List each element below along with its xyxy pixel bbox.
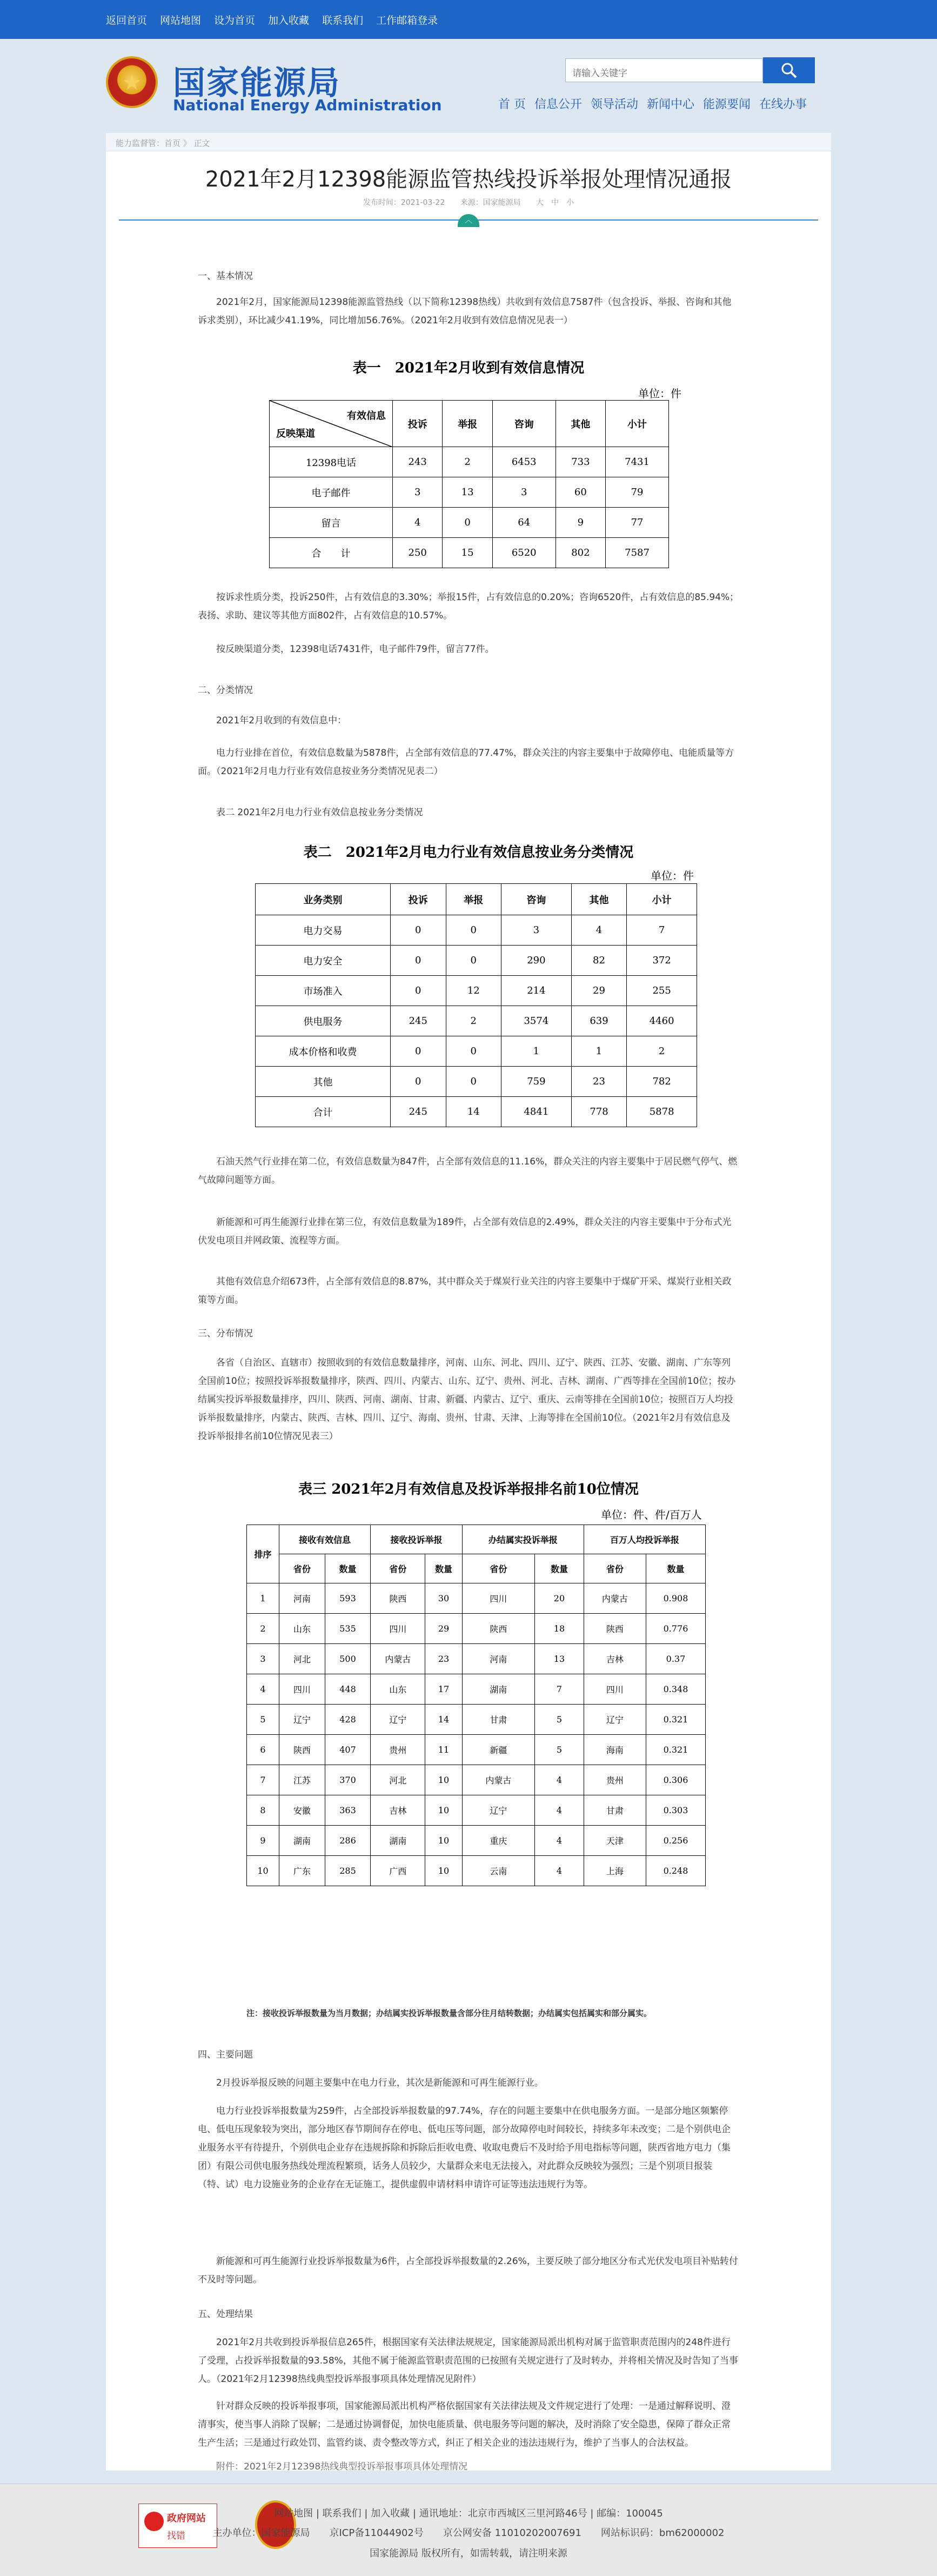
section-3-heading: 三、分布情况	[198, 1328, 253, 1339]
table-cell: 286	[325, 1826, 371, 1856]
section-2-heading: 二、分类情况	[198, 685, 253, 696]
table-cell: 23	[571, 1067, 627, 1097]
table-cell: 30	[425, 1583, 462, 1614]
table-cell: 4460	[627, 1006, 697, 1036]
paragraph-3: 按反映渠道分类，12398电话7431件，电子邮件79件，留言77件。	[216, 644, 494, 655]
table3-unit: 单位：件、件/百万人	[601, 1508, 702, 1521]
footer-registration: 主办单位：国家能源局 京ICP备11044902号 京公网安备 11010202007691 网站标识码：bm62000002	[212, 2527, 725, 2539]
table-cell: 0	[391, 915, 446, 946]
table-cell: 市场准入	[256, 976, 391, 1006]
table-cell: 29	[425, 1614, 462, 1644]
section-4-heading: 四、主要问题	[198, 2049, 253, 2060]
table-cell: 海南	[584, 1735, 646, 1765]
table-cell: 6	[247, 1735, 279, 1765]
table-row	[256, 946, 697, 976]
table-cell: 合 计	[270, 538, 393, 568]
table-cell: 11	[425, 1735, 462, 1765]
table-cell: 12398电话	[270, 447, 393, 477]
table-cell: 甘肃	[584, 1795, 646, 1826]
table-cell: 0	[446, 1036, 501, 1067]
section-5-heading: 五、处理结果	[198, 2309, 253, 2320]
table-cell: 四川	[371, 1614, 425, 1644]
table-cell: 0.306	[646, 1765, 705, 1795]
table-row	[256, 915, 697, 946]
table2-col-header: 其他	[571, 884, 627, 915]
table-cell: 云南	[462, 1856, 535, 1886]
table3-group-header: 百万人均投诉举报	[584, 1525, 705, 1554]
table-cell: 0.348	[646, 1674, 705, 1705]
paragraph-12: 电力行业投诉举报数量为259件，占全部投诉举报数量的97.74%，存在的问题主要集中在供电服务方面。一是部分地区频繁停电、低电压现象较为突出，部分地区春节期间存在停电、低电压等问题，部分故障停电时间较长，持续多年未改变；二是个别供电企业服务水平有待提升，个别供电企业存在违规拆除和拆除后拒收电费、收取电费后不及时给予用电指标等问题，陕西省地方电力（集团）有限公司供电服务热线处理流程繁琐，话务人员较少，大量群众来电无法接入，对此群众反映较为强烈；三是个别项目报装（特、试）电力设施业务的企业存在无证施工，提供虚假申请材料申请许可证等违法违规行为等。	[198, 2106, 731, 2190]
table-cell: 2	[627, 1036, 697, 1067]
table-cell: 535	[325, 1614, 371, 1644]
table3-sub-header: 省份	[279, 1554, 325, 1583]
table-cell: 0	[391, 1067, 446, 1097]
table-cell: 64	[492, 508, 555, 538]
search-button[interactable]	[763, 57, 815, 83]
footer-copyright: 国家能源局 版权所有，如需转载，请注明来源	[370, 2548, 567, 2559]
table-cell: 0	[391, 1036, 446, 1067]
table-cell: 448	[325, 1674, 371, 1705]
table-cell: 372	[627, 946, 697, 976]
table-cell: 0.321	[646, 1705, 705, 1735]
table-cell: 60	[555, 477, 605, 508]
table-row	[270, 538, 669, 568]
table-cell: 290	[501, 946, 572, 976]
table-cell: 0.321	[646, 1735, 705, 1765]
table-cell: 甘肃	[462, 1705, 535, 1735]
table-cell: 广西	[371, 1856, 425, 1886]
table-row	[256, 1067, 697, 1097]
table-cell: 6453	[492, 447, 555, 477]
table-row	[247, 1765, 706, 1795]
table-cell: 1	[501, 1036, 572, 1067]
table-cell: 0	[446, 915, 501, 946]
table-cell: 贵州	[371, 1735, 425, 1765]
table-cell: 电力安全	[256, 946, 391, 976]
table-cell: 四川	[279, 1674, 325, 1705]
table-cell: 其他	[256, 1067, 391, 1097]
table-cell: 陕西	[371, 1583, 425, 1614]
table-cell: 7	[247, 1765, 279, 1795]
table-cell: 2	[443, 447, 492, 477]
table-cell: 285	[325, 1856, 371, 1886]
table-row	[256, 1006, 697, 1036]
top-bar	[0, 0, 937, 39]
nav-online-service[interactable]: 在线办事	[759, 98, 807, 111]
table-cell: 湖南	[371, 1826, 425, 1856]
table-row	[270, 508, 669, 538]
nav-leaders[interactable]: 领导活动	[591, 98, 639, 111]
table-cell: 合计	[256, 1097, 391, 1127]
table-cell: 安徽	[279, 1795, 325, 1826]
table-cell: 0	[443, 508, 492, 538]
table-cell: 2	[247, 1614, 279, 1644]
nav-news[interactable]: 新闻中心	[647, 98, 695, 111]
table-cell: 陕西	[279, 1735, 325, 1765]
table-cell: 593	[325, 1583, 371, 1614]
table2-caption: 表二 2021年2月电力行业有效信息按业务分类情况	[303, 844, 634, 861]
site-footer	[0, 2484, 937, 2576]
table3	[246, 1525, 706, 1886]
logo-english[interactable]: National Energy Administration	[173, 96, 442, 114]
table2-col-header: 举报	[446, 884, 501, 915]
table3-sub-header: 数量	[646, 1554, 705, 1583]
table-cell: 内蒙古	[462, 1765, 535, 1795]
table1-col-header: 咨询	[492, 401, 555, 447]
table-cell: 陕西	[462, 1614, 535, 1644]
table-cell: 10	[425, 1765, 462, 1795]
paragraph-5: 电力行业排在首位，有效信息数量为5878件，占全部有效信息的77.47%，群众关注的内容主要集中于故障停电、电能质量等方面。（2021年2月电力行业有效信息按业务分类情况见表二）	[198, 748, 734, 777]
table-cell: 7	[535, 1674, 584, 1705]
table-cell: 3574	[501, 1006, 572, 1036]
table-cell: 13	[443, 477, 492, 508]
table-cell: 18	[535, 1614, 584, 1644]
table-cell: 10	[247, 1856, 279, 1886]
table-cell: 7	[627, 915, 697, 946]
table-cell: 0.37	[646, 1644, 705, 1674]
table-cell: 0	[446, 946, 501, 976]
table-row	[270, 447, 669, 477]
table-cell: 2	[446, 1006, 501, 1036]
table3-group-header: 接收投诉举报	[371, 1525, 462, 1554]
table-cell: 贵州	[584, 1765, 646, 1795]
link-set-home[interactable]: 设为首页	[214, 14, 256, 26]
paragraph-9: 其他有效信息介绍673件，占全部有效信息的8.87%，其中群众关于煤炭行业关注的内容主要集中于煤矿开采、煤炭行业相关政策等方面。	[198, 1276, 732, 1306]
national-emblem-icon: ★	[106, 56, 158, 108]
table-row	[270, 477, 669, 508]
table-row	[247, 1644, 706, 1674]
table-cell: 辽宁	[279, 1705, 325, 1735]
table-cell: 7431	[606, 447, 669, 477]
table-cell: 214	[501, 976, 572, 1006]
table-cell: 3	[247, 1644, 279, 1674]
table-cell: 陕西	[584, 1614, 646, 1644]
table-cell: 17	[425, 1674, 462, 1705]
table-cell: 辽宁	[371, 1705, 425, 1735]
link-contact[interactable]: 联系我们	[322, 14, 364, 26]
table-cell: 吉林	[371, 1795, 425, 1826]
paragraph-6: 表二 2021年2月电力行业有效信息按业务分类情况	[216, 807, 423, 818]
search-icon	[780, 62, 798, 79]
link-sitemap[interactable]: 网站地图	[160, 14, 202, 26]
table1	[269, 400, 669, 568]
table-cell: 1	[571, 1036, 627, 1067]
table-cell: 4	[535, 1795, 584, 1826]
table-cell: 4	[535, 1826, 584, 1856]
table-cell: 0	[391, 946, 446, 976]
table-row	[247, 1826, 706, 1856]
table-cell: 3	[492, 477, 555, 508]
table-cell: 湖南	[462, 1674, 535, 1705]
publish-date: 发布时间：2021-03-22	[363, 198, 445, 207]
table-row	[256, 976, 697, 1006]
table-cell: 0.776	[646, 1614, 705, 1644]
paragraph-8: 新能源和可再生能源行业排在第三位，有效信息数量为189件，占全部有效信息的2.49%，群众关注的内容主要集中于分布式光伏发电项目并网政策、流程等方面。	[198, 1217, 732, 1246]
table3-sub-header: 省份	[371, 1554, 425, 1583]
table-cell: 0.256	[646, 1826, 705, 1856]
table-cell: 3	[393, 477, 443, 508]
breadcrumb[interactable]: 能力监督管：首页 》 正文	[106, 133, 831, 151]
table3-group-header: 接收有效信息	[279, 1525, 371, 1554]
table-cell: 5	[247, 1705, 279, 1735]
table-row	[247, 1795, 706, 1826]
paragraph-11: 2月投诉举报反映的问题主要集中在电力行业，其次是新能源和可再生能源行业。	[216, 2078, 544, 2088]
table-cell: 29	[571, 976, 627, 1006]
table-cell: 上海	[584, 1856, 646, 1886]
table-cell: 留言	[270, 508, 393, 538]
table-cell: 4	[393, 508, 443, 538]
table-cell: 802	[555, 538, 605, 568]
table-cell: 河南	[279, 1583, 325, 1614]
table-cell: 江苏	[279, 1765, 325, 1795]
table-cell: 1	[247, 1583, 279, 1614]
table-cell: 8	[247, 1795, 279, 1826]
table-cell: 255	[627, 976, 697, 1006]
table3-caption: 表三 2021年2月有效信息及投诉举报排名前10位情况	[298, 1481, 639, 1497]
article-title: 2021年2月12398能源监管热线投诉举报处理情况通报	[205, 167, 732, 192]
search-input[interactable]: 请输入关键字	[565, 58, 763, 82]
table-cell: 5	[535, 1735, 584, 1765]
table-cell: 7587	[606, 538, 669, 568]
table-cell: 河南	[462, 1644, 535, 1674]
table-cell: 0	[391, 976, 446, 1006]
badge-subtitle: 找错	[167, 2531, 185, 2541]
table-cell: 14	[446, 1097, 501, 1127]
paragraph-4: 2021年2月收到的有效信息中：	[216, 715, 347, 726]
table-cell: 4841	[501, 1097, 572, 1127]
table-cell: 10	[425, 1856, 462, 1886]
table-cell: 639	[571, 1006, 627, 1036]
article-meta	[106, 197, 831, 208]
nav-home[interactable]: 首 页	[498, 98, 526, 111]
footer-links[interactable]: 网站地图 | 联系我们 | 加入收藏 | 通讯地址：北京市西城区三里河路46号 | 邮编：100045	[274, 2508, 663, 2519]
chevron-up-icon[interactable]: ︿	[458, 214, 479, 227]
nav-energy-news[interactable]: 能源要闻	[703, 98, 751, 111]
table-cell: 4	[535, 1856, 584, 1886]
table-row	[247, 1856, 706, 1886]
section-1-heading: 一、基本情况	[198, 271, 253, 282]
link-home[interactable]: 返回首页	[106, 14, 148, 26]
table2-col-header: 投诉	[391, 884, 446, 915]
table-cell: 山东	[371, 1674, 425, 1705]
table-cell: 9	[247, 1826, 279, 1856]
link-favorite[interactable]: 加入收藏	[268, 14, 310, 26]
badge-title: 政府网站	[167, 2513, 206, 2524]
paragraph-13: 新能源和可再生能源行业投诉举报数量为6件，占全部投诉举报数量的2.26%，主要反映了部分地区分布式光伏发电项目补贴转付不及时等问题。	[198, 2256, 738, 2285]
table-cell: 0.303	[646, 1795, 705, 1826]
table1-diagonal-header	[270, 401, 393, 447]
table-cell: 363	[325, 1795, 371, 1826]
table-cell: 77	[606, 508, 669, 538]
article-source: 来源：国家能源局	[460, 198, 521, 207]
paragraph-15: 针对群众反映的投诉举报事项，国家能源局派出机构严格依据国家有关法律法规及文件规定进行了处理：一是通过解释说明、澄清事实，使当事人消除了误解；二是通过协调督促，加快电能质量、供电服务等问题的解决，及时消除了安全隐患，保障了群众正常生产生活；三是通过行政处罚、监管约谈、责令整改等方式，纠正了相关企业的违法违规行为，维护了当事人的合法权益。	[198, 2401, 731, 2448]
table3-sub-header: 省份	[584, 1554, 646, 1583]
table-cell: 河北	[371, 1765, 425, 1795]
table-cell: 370	[325, 1765, 371, 1795]
table2-col-header: 咨询	[501, 884, 572, 915]
table-cell: 电子邮件	[270, 477, 393, 508]
table-row	[247, 1583, 706, 1614]
table-cell: 14	[425, 1705, 462, 1735]
table-cell: 23	[425, 1644, 462, 1674]
nav-info-public[interactable]: 信息公开	[534, 98, 583, 111]
table-cell: 成本价格和收费	[256, 1036, 391, 1067]
table-cell: 9	[555, 508, 605, 538]
article-container	[106, 133, 831, 2471]
table-cell: 6520	[492, 538, 555, 568]
main-nav	[498, 95, 815, 112]
table-cell: 重庆	[462, 1826, 535, 1856]
table3-sub-header: 数量	[535, 1554, 584, 1583]
table3-sub-header: 省份	[462, 1554, 535, 1583]
table1-head-top: 有效信息	[347, 410, 386, 422]
table-cell: 407	[325, 1735, 371, 1765]
table-cell: 20	[535, 1583, 584, 1614]
table-cell: 4	[535, 1765, 584, 1795]
table3-sub-header: 数量	[425, 1554, 462, 1583]
table-cell: 广东	[279, 1856, 325, 1886]
table-cell: 辽宁	[462, 1795, 535, 1826]
table-cell: 82	[571, 946, 627, 976]
table-row	[247, 1705, 706, 1735]
table1-unit: 单位：件	[638, 387, 681, 400]
table-cell: 778	[571, 1097, 627, 1127]
table-cell: 250	[393, 538, 443, 568]
table3-note: 注：接收投诉举报数量为当月数据；办结属实投诉举报数量含部分往月结转数据；办结属实包括属实和部分属实。	[246, 2008, 652, 2018]
table-cell: 243	[393, 447, 443, 477]
table-cell: 428	[325, 1705, 371, 1735]
table-cell: 湖南	[279, 1826, 325, 1856]
paragraph-1: 2021年2月，国家能源局12398能源监管热线（以下简称12398热线）共收到有效信息7587件（包含投诉、举报、咨询和其他诉求类别），环比减少41.19%，同比增加56.76%。（2021年2月收到有效信息情况见表一）	[198, 297, 732, 326]
table-cell: 内蒙古	[371, 1644, 425, 1674]
table-cell: 内蒙古	[584, 1583, 646, 1614]
table-cell: 四川	[584, 1674, 646, 1705]
table2-col-header: 小计	[627, 884, 697, 915]
table-cell: 0	[446, 1067, 501, 1097]
table-cell: 782	[627, 1067, 697, 1097]
table-cell: 733	[555, 447, 605, 477]
table-cell: 辽宁	[584, 1705, 646, 1735]
table-cell: 79	[606, 477, 669, 508]
table-cell: 0.908	[646, 1583, 705, 1614]
table-row	[256, 1097, 697, 1127]
table-cell: 500	[325, 1644, 371, 1674]
table2	[255, 883, 697, 1127]
table2-unit: 单位：件	[651, 869, 694, 882]
attachment-link[interactable]: 附件：2021年2月12398热线典型投诉举报事项具体处理情况	[216, 2461, 468, 2472]
table1-col-header: 小计	[606, 401, 669, 447]
table-cell: 759	[501, 1067, 572, 1097]
table1-col-header: 其他	[555, 401, 605, 447]
table-cell: 5878	[627, 1097, 697, 1127]
font-size-switch[interactable]: 大 中 小	[536, 198, 574, 207]
table-cell: 3	[501, 915, 572, 946]
paragraph-14: 2021年2月共收到投诉举报信息265件，根据国家有关法律法规规定，国家能源局派出机构对属于监管职责范围内的248件进行了受理，占投诉举报数量的93.58%，其他不属于能源监管职责范围的已按照有关规定进行了及时转办，并将相关情况及时告知了当事人。（2021年2月12398热线典型投诉举报事项具体处理情况见附件）	[198, 2337, 738, 2385]
table-row	[247, 1614, 706, 1644]
table-row	[247, 1735, 706, 1765]
table-cell: 天津	[584, 1826, 646, 1856]
table-cell: 10	[425, 1826, 462, 1856]
table-cell: 四川	[462, 1583, 535, 1614]
table2-col-header: 业务类别	[256, 884, 391, 915]
table-cell: 新疆	[462, 1735, 535, 1765]
table1-head-bottom: 反映渠道	[276, 428, 315, 440]
table-cell: 4	[247, 1674, 279, 1705]
paragraph-7: 石油天然气行业排在第二位，有效信息数量为847件，占全部有效信息的11.16%，群众关注的内容主要集中于居民燃气停气、燃气故障问题等方面。	[198, 1156, 738, 1186]
table-row	[247, 1674, 706, 1705]
paragraph-10: 各省（自治区、直辖市）按照收到的有效信息数量排序，河南、山东、河北、四川、辽宁、陕西、江苏、安徽、湖南、广东等列全国前10位；按照投诉举报数量排序，陕西、四川、内蒙古、山东、辽宁、贵州、河北、吉林、湖南、广西等排在全国前10位；按办结属实投诉举报数量排序，四川、陕西、河南、湖南、甘肃、新疆、内蒙古、辽宁、重庆、云南等排在全国前10位；按照百万人均投诉举报数量排序，内蒙古、陕西、吉林、四川、辽宁、海南、贵州、甘肃、天津、上海等排在全国前10位。（2021年2月有效信息及投诉举报排名前10位情况见表三）	[198, 1357, 736, 1442]
table-cell: 5	[535, 1705, 584, 1735]
table3-sub-header: 数量	[325, 1554, 371, 1583]
table-cell: 0.248	[646, 1856, 705, 1886]
table-cell: 12	[446, 976, 501, 1006]
paragraph-2: 按诉求性质分类，投诉250件，占有效信息的3.30%；举报15件，占有效信息的0.20%；咨询6520件，占有效信息的85.94%；表扬、求助、建议等其他方面802件，占有效信息的10.57%。	[198, 592, 739, 621]
table1-col-header: 投诉	[393, 401, 443, 447]
table3-group-header: 办结属实投诉举报	[462, 1525, 584, 1554]
table-cell: 15	[443, 538, 492, 568]
table-cell: 10	[425, 1795, 462, 1826]
link-mail-login[interactable]: 工作邮箱登录	[376, 14, 438, 26]
table3-rank-header: 排序	[247, 1525, 279, 1583]
table-cell: 山东	[279, 1614, 325, 1644]
table1-col-header: 举报	[443, 401, 492, 447]
table-row	[256, 1036, 697, 1067]
table-cell: 电力交易	[256, 915, 391, 946]
table-cell: 吉林	[584, 1644, 646, 1674]
table-cell: 245	[391, 1097, 446, 1127]
table-cell: 供电服务	[256, 1006, 391, 1036]
table-cell: 4	[571, 915, 627, 946]
table-cell: 13	[535, 1644, 584, 1674]
table-cell: 河北	[279, 1644, 325, 1674]
table-cell: 245	[391, 1006, 446, 1036]
logo-chinese[interactable]: 国家能源局	[173, 64, 340, 102]
table1-caption: 表一 2021年2月收到有效信息情况	[352, 360, 585, 376]
